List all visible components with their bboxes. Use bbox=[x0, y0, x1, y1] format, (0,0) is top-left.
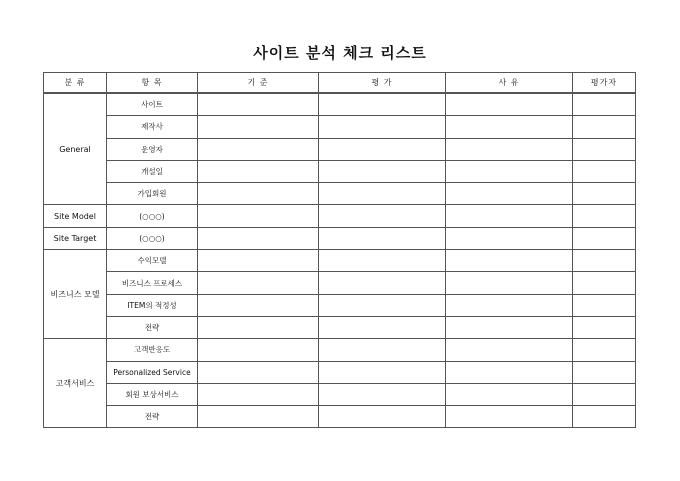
item-cell: ITEM의 적정성 bbox=[107, 294, 198, 316]
evaluator-cell[interactable] bbox=[573, 116, 636, 138]
evaluator-cell[interactable] bbox=[573, 383, 636, 405]
table-row bbox=[44, 250, 636, 272]
criteria-cell[interactable] bbox=[198, 294, 319, 316]
table-row bbox=[44, 160, 636, 182]
evaluator-cell[interactable] bbox=[573, 316, 636, 338]
table-row bbox=[44, 183, 636, 205]
criteria-cell[interactable] bbox=[198, 138, 319, 160]
criteria-cell[interactable] bbox=[198, 361, 319, 383]
evaluation-cell[interactable] bbox=[319, 205, 446, 227]
evaluation-cell[interactable] bbox=[319, 316, 446, 338]
evaluation-cell[interactable] bbox=[319, 93, 446, 116]
reason-cell[interactable] bbox=[446, 116, 573, 138]
item-cell: 개설일 bbox=[107, 160, 198, 182]
evaluator-cell[interactable] bbox=[573, 294, 636, 316]
item-cell: 제작사 bbox=[107, 116, 198, 138]
item-cell: 사이트 bbox=[107, 93, 198, 116]
reason-cell[interactable] bbox=[446, 160, 573, 182]
header-row bbox=[44, 73, 636, 94]
reason-cell[interactable] bbox=[446, 272, 573, 294]
evaluation-cell[interactable] bbox=[319, 339, 446, 361]
table-row bbox=[44, 294, 636, 316]
table-row bbox=[44, 205, 636, 227]
category-cell: 비즈니스 모델 bbox=[44, 250, 107, 339]
table-row bbox=[44, 383, 636, 405]
evaluator-cell[interactable] bbox=[573, 227, 636, 249]
table-row bbox=[44, 361, 636, 383]
item-cell: 운영자 bbox=[107, 138, 198, 160]
evaluation-cell[interactable] bbox=[319, 116, 446, 138]
evaluator-cell[interactable] bbox=[573, 406, 636, 428]
table-row bbox=[44, 339, 636, 361]
reason-cell[interactable] bbox=[446, 316, 573, 338]
header-criteria: 기 준 bbox=[198, 73, 319, 94]
page-title: 사이트 분석 체크 리스트 bbox=[253, 44, 427, 62]
category-cell: 고객서비스 bbox=[44, 339, 107, 428]
item-cell: (○○○) bbox=[107, 205, 198, 227]
table-row bbox=[44, 93, 636, 116]
evaluation-cell[interactable] bbox=[319, 383, 446, 405]
evaluator-cell[interactable] bbox=[573, 183, 636, 205]
header-category: 분 류 bbox=[44, 73, 107, 94]
header-evaluator: 평가자 bbox=[573, 73, 636, 94]
category-cell: Site Model bbox=[44, 205, 107, 227]
checklist-table bbox=[43, 72, 636, 428]
criteria-cell[interactable] bbox=[198, 406, 319, 428]
category-cell: Site Target bbox=[44, 227, 107, 249]
reason-cell[interactable] bbox=[446, 138, 573, 160]
item-cell: 비즈니스 프로세스 bbox=[107, 272, 198, 294]
reason-cell[interactable] bbox=[446, 183, 573, 205]
evaluation-cell[interactable] bbox=[319, 183, 446, 205]
header-reason: 사 유 bbox=[446, 73, 573, 94]
criteria-cell[interactable] bbox=[198, 272, 319, 294]
criteria-cell[interactable] bbox=[198, 116, 319, 138]
header-evaluation: 평 가 bbox=[319, 73, 446, 94]
evaluation-cell[interactable] bbox=[319, 160, 446, 182]
evaluation-cell[interactable] bbox=[319, 250, 446, 272]
reason-cell[interactable] bbox=[446, 205, 573, 227]
item-cell: 수익모델 bbox=[107, 250, 198, 272]
reason-cell[interactable] bbox=[446, 294, 573, 316]
item-cell: 가입회원 bbox=[107, 183, 198, 205]
evaluator-cell[interactable] bbox=[573, 250, 636, 272]
evaluation-cell[interactable] bbox=[319, 227, 446, 249]
evaluator-cell[interactable] bbox=[573, 138, 636, 160]
evaluator-cell[interactable] bbox=[573, 205, 636, 227]
table-row bbox=[44, 138, 636, 160]
criteria-cell[interactable] bbox=[198, 93, 319, 116]
reason-cell[interactable] bbox=[446, 93, 573, 116]
evaluator-cell[interactable] bbox=[573, 160, 636, 182]
criteria-cell[interactable] bbox=[198, 339, 319, 361]
item-cell: Personalized Service bbox=[107, 361, 198, 383]
criteria-cell[interactable] bbox=[198, 227, 319, 249]
reason-cell[interactable] bbox=[446, 227, 573, 249]
evaluator-cell[interactable] bbox=[573, 339, 636, 361]
item-cell: 고객반응도 bbox=[107, 339, 198, 361]
category-cell: General bbox=[44, 93, 107, 205]
criteria-cell[interactable] bbox=[198, 250, 319, 272]
reason-cell[interactable] bbox=[446, 406, 573, 428]
reason-cell[interactable] bbox=[446, 361, 573, 383]
item-cell: 회원 보상서비스 bbox=[107, 383, 198, 405]
criteria-cell[interactable] bbox=[198, 205, 319, 227]
item-cell: 전략 bbox=[107, 406, 198, 428]
evaluation-cell[interactable] bbox=[319, 272, 446, 294]
table-row bbox=[44, 227, 636, 249]
reason-cell[interactable] bbox=[446, 250, 573, 272]
evaluator-cell[interactable] bbox=[573, 93, 636, 116]
table-row bbox=[44, 316, 636, 338]
evaluation-cell[interactable] bbox=[319, 406, 446, 428]
table-row bbox=[44, 116, 636, 138]
table-row bbox=[44, 272, 636, 294]
item-cell: 전략 bbox=[107, 316, 198, 338]
item-cell: (○○○) bbox=[107, 227, 198, 249]
criteria-cell[interactable] bbox=[198, 316, 319, 338]
evaluation-cell[interactable] bbox=[319, 294, 446, 316]
table-row bbox=[44, 406, 636, 428]
reason-cell[interactable] bbox=[446, 383, 573, 405]
evaluator-cell[interactable] bbox=[573, 272, 636, 294]
evaluation-cell[interactable] bbox=[319, 361, 446, 383]
evaluator-cell[interactable] bbox=[573, 361, 636, 383]
criteria-cell[interactable] bbox=[198, 383, 319, 405]
criteria-cell[interactable] bbox=[198, 183, 319, 205]
reason-cell[interactable] bbox=[446, 339, 573, 361]
criteria-cell[interactable] bbox=[198, 160, 319, 182]
evaluation-cell[interactable] bbox=[319, 138, 446, 160]
header-item: 항 목 bbox=[107, 73, 198, 94]
